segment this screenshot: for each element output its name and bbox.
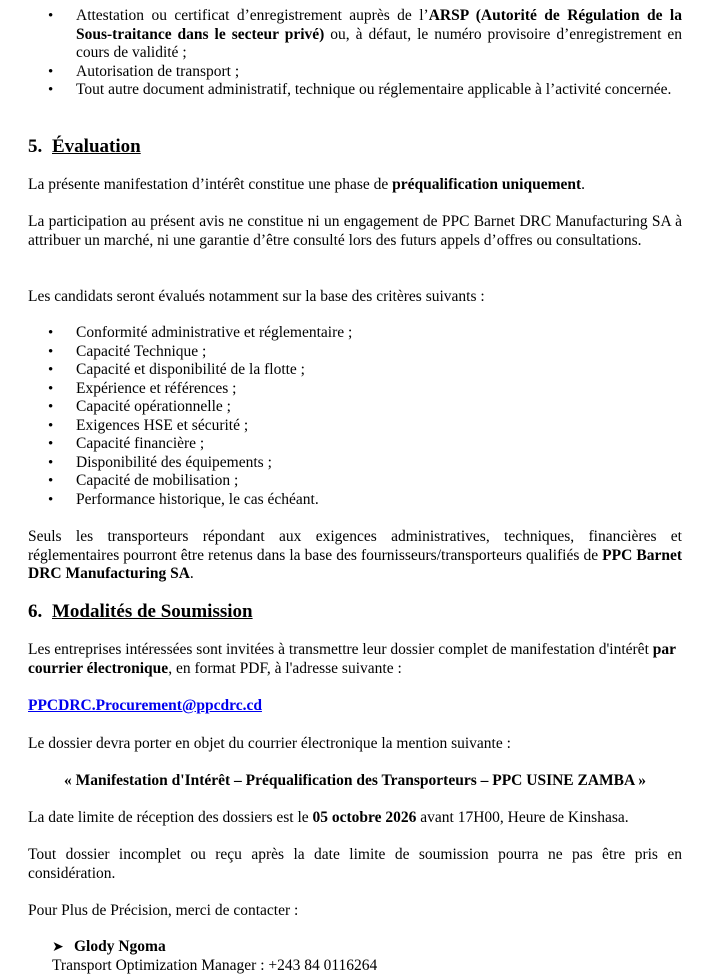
procurement-email-link[interactable]: PPCDRC.Procurement@ppcdrc.cd (28, 697, 262, 714)
list-item: • Disponibilité des équipements ; (28, 454, 682, 473)
bold-text: préqualification uniquement (392, 176, 582, 193)
paragraph-text: La date limite de réception des dossiers est le (28, 809, 313, 826)
bold-text: par courrier électronique (28, 641, 676, 677)
section-title: Modalités de Soumission (52, 601, 253, 622)
deadline-date-bold: 05 octobre 2026 (312, 809, 417, 826)
list-item-text: ou, à défaut, le numéro provisoire d’enregistrement en cours de validité ; (76, 25, 682, 61)
list-item: • Expérience et références ; (28, 380, 682, 399)
paragraph: Les candidats seront évalués notamment sur la base des critères suivants : (28, 288, 485, 305)
paragraph (28, 176, 682, 195)
paragraph-text: La présente manifestation d’intérêt constitue une phase de (28, 176, 393, 193)
contact-name: Glody Ngoma (74, 938, 166, 955)
arsp-bold-text: ARSP (Autorité de Régulation de la Sous-traitance dans le secteur privé) (76, 7, 682, 43)
paragraph-text: Les entreprises intéressées sont invitées à transmettre leur dossier complet de manifestation d'intérêt (28, 641, 653, 658)
list-item (28, 7, 682, 63)
section-number: 6. (28, 601, 43, 622)
company-name-bold: PPC Barnet DRC Manufacturing SA (28, 546, 682, 582)
criteria-list (28, 324, 682, 509)
paragraph-text: , en format PDF, à l'adresse suivante : (168, 659, 402, 677)
paragraph (28, 528, 682, 584)
required-documents-list (28, 7, 682, 100)
contact-name-line (52, 938, 682, 958)
paragraph-text: Seuls les transporteurs répondant aux exigences administratives, techniques, financières et réglementaires pourront être retenus dans la base des fournisseurs/transporteurs qualifiés de (28, 528, 682, 564)
list-item-text: Attestation ou certificat d’enregistrement auprès de l’ (76, 7, 429, 24)
paragraph (28, 809, 682, 828)
list-item: • Performance historique, le cas échéant. (28, 491, 682, 510)
paragraph: La participation au présent avis ne constitue ni un engagement de PPC Barnet DRC Manufacturing SA à attribuer un marché, ni une garantie d’être consulté lors des futurs appels d’offres ou consultations. (28, 213, 682, 249)
section-6-heading (28, 601, 682, 623)
email-subject-line: « Manifestation d'Intérêt – Préqualification des Transporteurs – PPC USINE ZAMBA » (64, 772, 646, 789)
section-5-heading (28, 136, 682, 158)
section-title: Évaluation (52, 136, 141, 157)
section-number: 5. (28, 136, 43, 157)
paragraph: Pour Plus de Précision, merci de contacter : (28, 902, 299, 919)
paragraph-text: . (189, 565, 194, 582)
list-item: • Conformité administrative et réglementaire ; (28, 324, 682, 343)
list-item: • Tout autre document administratif, technique ou réglementaire applicable à l’activité concernée. (28, 81, 682, 100)
paragraph: Le dossier devra porter en objet du courrier électronique la mention suivante : (28, 735, 511, 752)
list-item: • Capacité opérationnelle ; (28, 398, 682, 417)
paragraph-text: avant 17H00, Heure de Kinshasa. (416, 809, 629, 826)
arrow-bullet-icon: ➤ (52, 940, 64, 955)
paragraph-text: . (581, 176, 586, 193)
paragraph (28, 641, 682, 678)
list-item: • Capacité de mobilisation ; (28, 472, 682, 491)
list-item: • Capacité et disponibilité de la flotte ; (28, 361, 682, 380)
email-paragraph (28, 697, 682, 716)
list-item: • Capacité financière ; (28, 435, 682, 454)
list-item: • Capacité Technique ; (28, 343, 682, 362)
contact-role-line: Transport Optimization Manager : +243 84 0116264 (52, 957, 378, 974)
list-item: • Autorisation de transport ; (28, 63, 682, 82)
list-item: • Exigences HSE et sécurité ; (28, 417, 682, 436)
paragraph: Tout dossier incomplet ou reçu après la date limite de soumission pourra ne pas être pris en considération. (28, 846, 682, 882)
